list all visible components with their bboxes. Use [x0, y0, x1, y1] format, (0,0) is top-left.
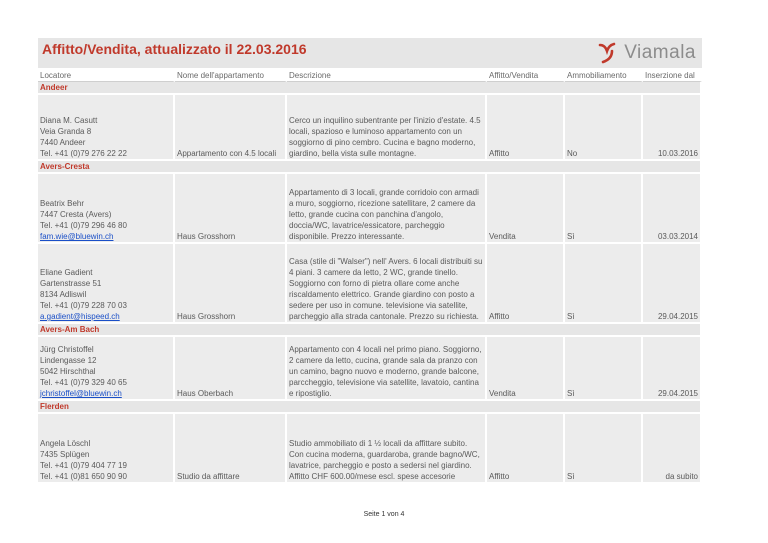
contact-line: Angela Löschl: [40, 439, 91, 448]
contact-line: Tel. +41 (0)81 650 90 90: [40, 472, 127, 481]
table-row: [38, 95, 702, 161]
rent-or-sale: Vendita: [487, 337, 565, 401]
region-row: [38, 324, 702, 337]
contact-line: Tel. +41 (0)79 228 70 03: [40, 301, 127, 310]
email-link[interactable]: fam.wie@bluewin.ch: [40, 232, 114, 241]
description-text: Studio ammobiliato di 1 ½ locali da affittare subito. Con cucina moderna, guardaroba, grande bagno/WC, lavatrice, parcheggio e posto a sedersi nel giardino. Affitto CHF 600.00/mese escl. spese accesorie: [289, 439, 480, 481]
document-header: [38, 38, 702, 68]
contact-line: Veia Granda 8: [40, 127, 92, 136]
description-cell: [287, 174, 487, 244]
column-header: Nome dell'appartamento: [175, 70, 287, 82]
column-header: Ammobiliamento: [565, 70, 643, 82]
document-title: Affitto/Vendita, attualizzato il 22.03.2016: [42, 41, 307, 57]
furnished: Sì: [565, 174, 643, 244]
contact-cell: [38, 95, 175, 161]
contact-line: Beatrix Behr: [40, 199, 85, 208]
email-link[interactable]: jchristoffel@bluewin.ch: [40, 389, 122, 398]
table-body: [38, 82, 702, 484]
email-link[interactable]: a.gadient@hispeed.ch: [40, 312, 120, 321]
page-footer: Seite 1 von 4: [363, 511, 405, 518]
table-row: [38, 414, 702, 484]
contact-line: 8134 Adliswil: [40, 290, 87, 299]
contact-line: Diana M. Casutt: [40, 116, 98, 125]
column-header: Locatore: [38, 70, 175, 82]
description-cell: [287, 337, 487, 401]
contact-line: 7447 Cresta (Avers): [40, 210, 112, 219]
region-name: Andeer: [38, 82, 702, 95]
listed-since: 03.03.2014: [643, 174, 702, 244]
rent-or-sale: Affitto: [487, 414, 565, 484]
column-header: Affitto/Vendita: [487, 70, 565, 82]
apartment-name: Appartamento con 4.5 locali: [175, 95, 287, 161]
description-text: Appartamento con 4 locali nel primo piano. Soggiorno, 2 camere da letto, cucina, grande sala da pranzo con un camino, bagno nuovo e moderno, grande balcone, parccheggio, televisione via satellite, lavatoio, cantina e ripostiglio.: [289, 345, 482, 398]
logo-text: Viamala: [624, 42, 696, 63]
column-header: Inserzione dal: [643, 70, 702, 82]
contact-line: 7435 Splügen: [40, 450, 90, 459]
description-text: Cerco un inquilino subentrante per l'inizio d'estate. 4.5 locali, spazioso e luminoso appartamento con un soggiorno di pino cembro. Cucina e bagno moderno, giardino, bella vista sulle montagne.: [289, 116, 481, 158]
viamala-logo: [598, 40, 696, 66]
apartment-name: Haus Grosshorn: [175, 174, 287, 244]
contact-cell: [38, 337, 175, 401]
contact-line: Lindengasse 12: [40, 356, 97, 365]
contact-line: Gartenstrasse 51: [40, 279, 102, 288]
contact-cell: [38, 244, 175, 324]
region-row: [38, 401, 702, 414]
listed-since: 10.03.2016: [643, 95, 702, 161]
description-text: Casa (stile di "Walser") nell' Avers. 6 locali distribuiti su 4 piani. 3 camere da letto, 2 WC, grande tinello. Soggiorno con forno di pietra ollare come anche riscaldamento elettrico. Grande giardino con posto a sedere per uso in comune. televisione via satellite, parcheggio alla strada cantonale. Prezzo su richiesta.: [289, 257, 483, 321]
contact-line: Tel. +41 (0)79 329 40 65: [40, 378, 127, 387]
listed-since: 29.04.2015: [643, 337, 702, 401]
apartment-name: Studio da affittare: [175, 414, 287, 484]
listed-since: da subito: [643, 414, 702, 484]
contact-cell: [38, 174, 175, 244]
contact-line: Tel. +41 (0)79 276 22 22: [40, 149, 127, 158]
description-cell: [287, 414, 487, 484]
contact-line: 5042 Hirschthal: [40, 367, 96, 376]
rent-or-sale: Affitto: [487, 244, 565, 324]
region-row: [38, 161, 702, 174]
region-name: Flerden: [38, 401, 702, 414]
region-name: Avers-Am Bach: [38, 324, 702, 337]
table-row: [38, 244, 702, 324]
description-cell: [287, 95, 487, 161]
contact-line: Tel. +41 (0)79 404 77 19: [40, 461, 127, 470]
contact-line: Tel. +41 (0)79 296 46 80: [40, 221, 127, 230]
apartment-name: Haus Grosshorn: [175, 244, 287, 324]
furnished: Sì: [565, 414, 643, 484]
apartment-name: Haus Oberbach: [175, 337, 287, 401]
contact-line: 7440 Andeer: [40, 138, 86, 147]
region-row: [38, 82, 702, 95]
table-row: [38, 174, 702, 244]
column-header: Descrizione: [287, 70, 487, 82]
viamala-logo-icon: [598, 42, 620, 64]
rent-or-sale: Vendita: [487, 174, 565, 244]
listings-table: [38, 70, 702, 484]
furnished: Sì: [565, 337, 643, 401]
region-name: Avers-Cresta: [38, 161, 702, 174]
description-text: Appartamento di 3 locali, grande corridoio con armadi a muro, soggiorno, ricezione satellitare, 2 camere da letto, grande cucina con panchina d'angolo, doccia/WC, lavatrice/essicatore, parcheggio disponibile. Prezzo interessante.: [289, 188, 479, 241]
description-cell: [287, 244, 487, 324]
contact-line: Eliane Gadient: [40, 268, 93, 277]
listed-since: 29.04.2015: [643, 244, 702, 324]
contact-cell: [38, 414, 175, 484]
furnished: No: [565, 95, 643, 161]
furnished: Sì: [565, 244, 643, 324]
table-row: [38, 337, 702, 401]
contact-line: Jürg Christoffel: [40, 345, 94, 354]
rent-or-sale: Affitto: [487, 95, 565, 161]
table-header-row: [38, 70, 702, 82]
